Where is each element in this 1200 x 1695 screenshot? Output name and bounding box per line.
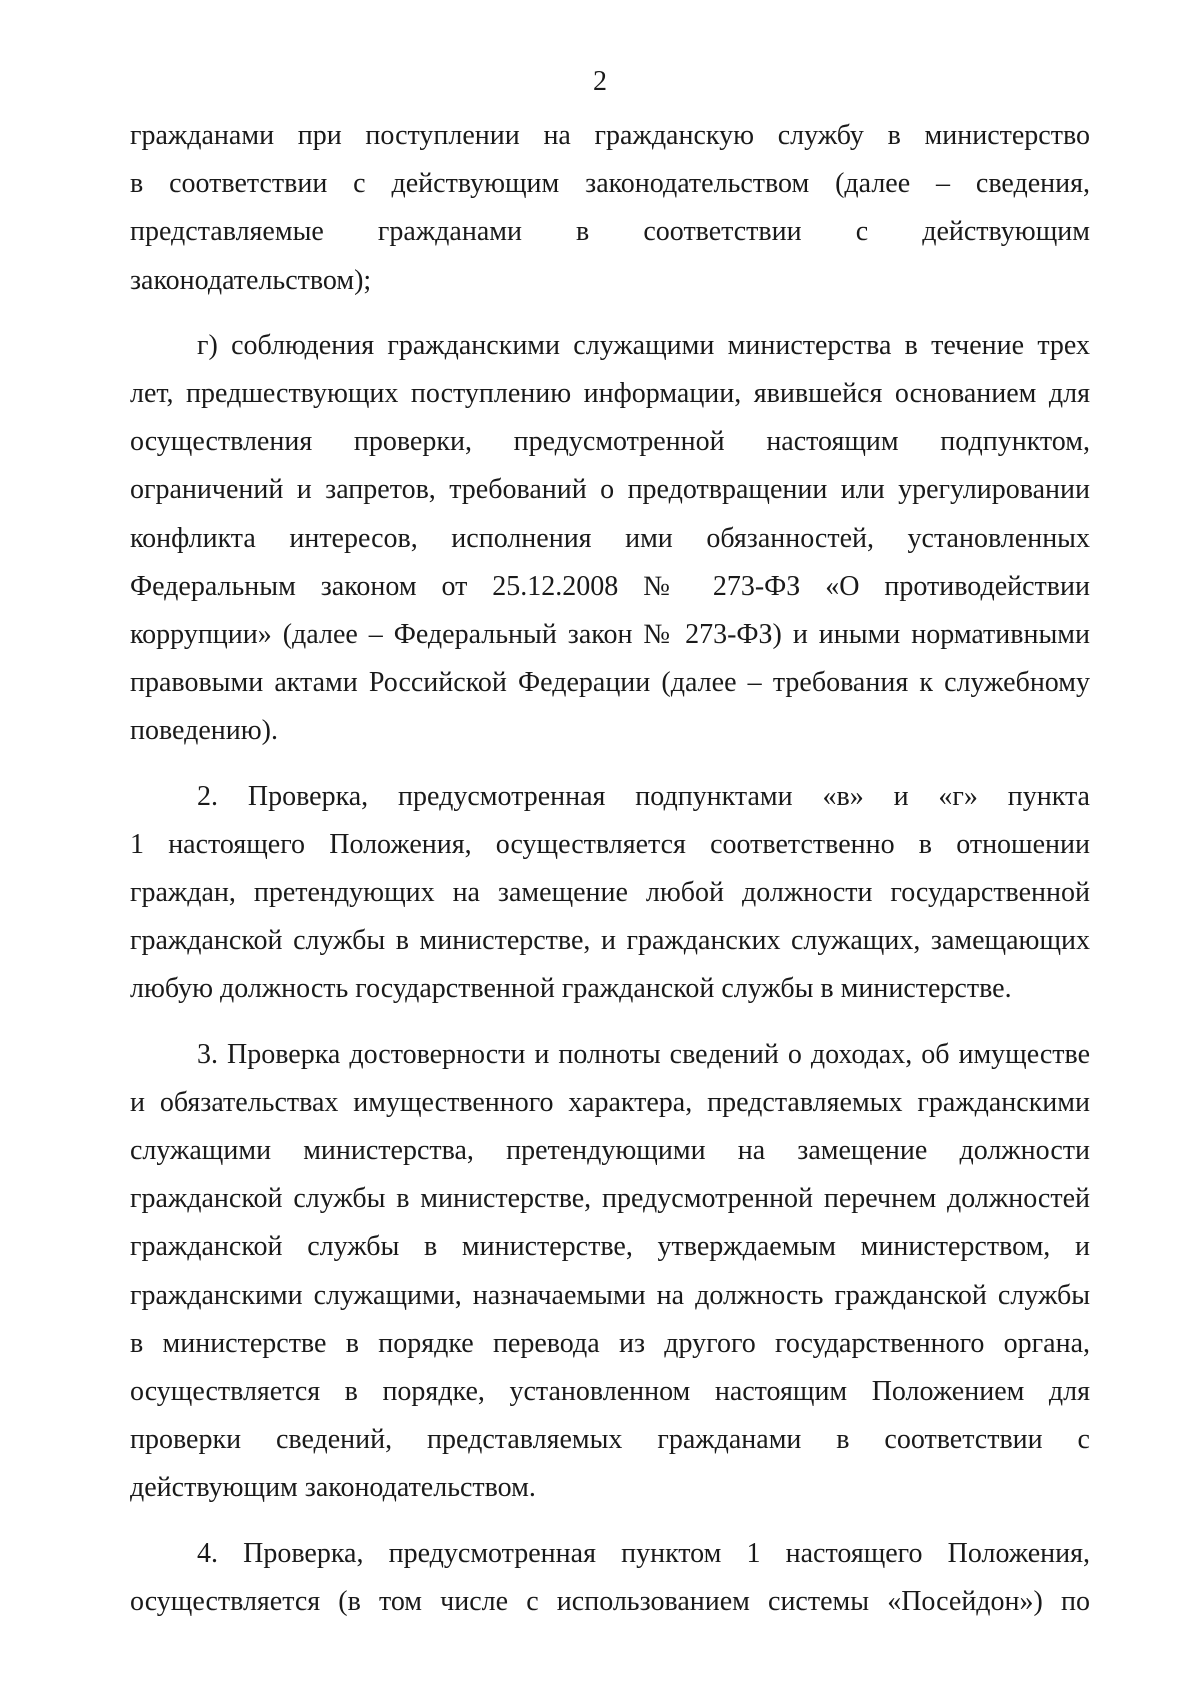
text-line: г) соблюдения гражданскими служащими министерства в течение трех (197, 329, 1090, 361)
text-line: в соответствии с действующим законодательством (далее – сведения, (130, 168, 1090, 200)
text-line: гражданской службы в министерстве, и гражданских служащих, замещающих (130, 925, 1090, 957)
text-line: гражданской службы в министерстве, утверждаемым министерством, и (130, 1231, 1090, 1263)
text-line: коррупции» (далее – Федеральный закон № 273-ФЗ) и иными нормативными (130, 619, 1090, 651)
text-line: осуществления проверки, предусмотренной настоящим подпунктом, (130, 426, 1090, 458)
text-line: 1 настоящего Положения, осуществляется соответственно в отношении (130, 828, 1090, 860)
text-line: служащими министерства, претендующими на замещение должности (130, 1135, 1090, 1167)
paragraph (130, 1530, 1090, 1626)
text-line: 4. Проверка, предусмотренная пунктом 1 настоящего Положения, (197, 1537, 1090, 1569)
text-line: представляемые гражданами в соответствии с действующим (130, 216, 1090, 248)
text-line: и обязательствах имущественного характера, представляемых гражданскими (130, 1086, 1090, 1118)
text-line: 3. Проверка достоверности и полноты сведений о доходах, об имуществе (197, 1038, 1090, 1070)
text-line: конфликта интересов, исполнения ими обязанностей, установленных (130, 522, 1090, 554)
text-line: осуществляется (в том числе с использованием системы «Посейдон») по (130, 1585, 1090, 1617)
text-line: гражданскими служащими, назначаемыми на должность гражданской службы (130, 1279, 1090, 1311)
text-line: ограничений и запретов, требований о предотвращении или урегулировании (130, 474, 1090, 506)
paragraph (130, 1031, 1090, 1513)
text-line: в министерстве в порядке перевода из другого государственного органа, (130, 1327, 1090, 1359)
text-line: гражданами при поступлении на гражданскую службу в министерство (130, 120, 1090, 151)
paragraph (130, 773, 1090, 1014)
paragraph (130, 112, 1090, 305)
page-number: 2 (593, 66, 607, 97)
text-line: законодательством); (130, 264, 372, 296)
text-line: проверки сведений, представляемых гражданами в соответствии с (130, 1424, 1090, 1456)
document-body (130, 112, 1090, 1626)
text-line: поведению). (130, 715, 278, 747)
paragraph (130, 322, 1090, 756)
text-line: граждан, претендующих на замещение любой должности государственной (130, 877, 1090, 909)
text-line: любую должность государственной гражданской службы в министерстве. (130, 973, 1012, 1005)
text-line: 2. Проверка, предусмотренная подпунктами «в» и «г» пункта (197, 780, 1090, 812)
text-line: лет, предшествующих поступлению информации, явившейся основанием для (130, 378, 1090, 410)
text-line: правовыми актами Российской Федерации (далее – требования к служебному (130, 667, 1090, 699)
text-line: гражданской службы в министерстве, предусмотренной перечнем должностей (130, 1183, 1090, 1215)
text-line: действующим законодательством. (130, 1472, 536, 1504)
text-line: Федеральным законом от 25.12.2008 № 273-ФЗ «О противодействии (130, 570, 1090, 602)
text-line: осуществляется в порядке, установленном настоящим Положением для (130, 1376, 1090, 1408)
